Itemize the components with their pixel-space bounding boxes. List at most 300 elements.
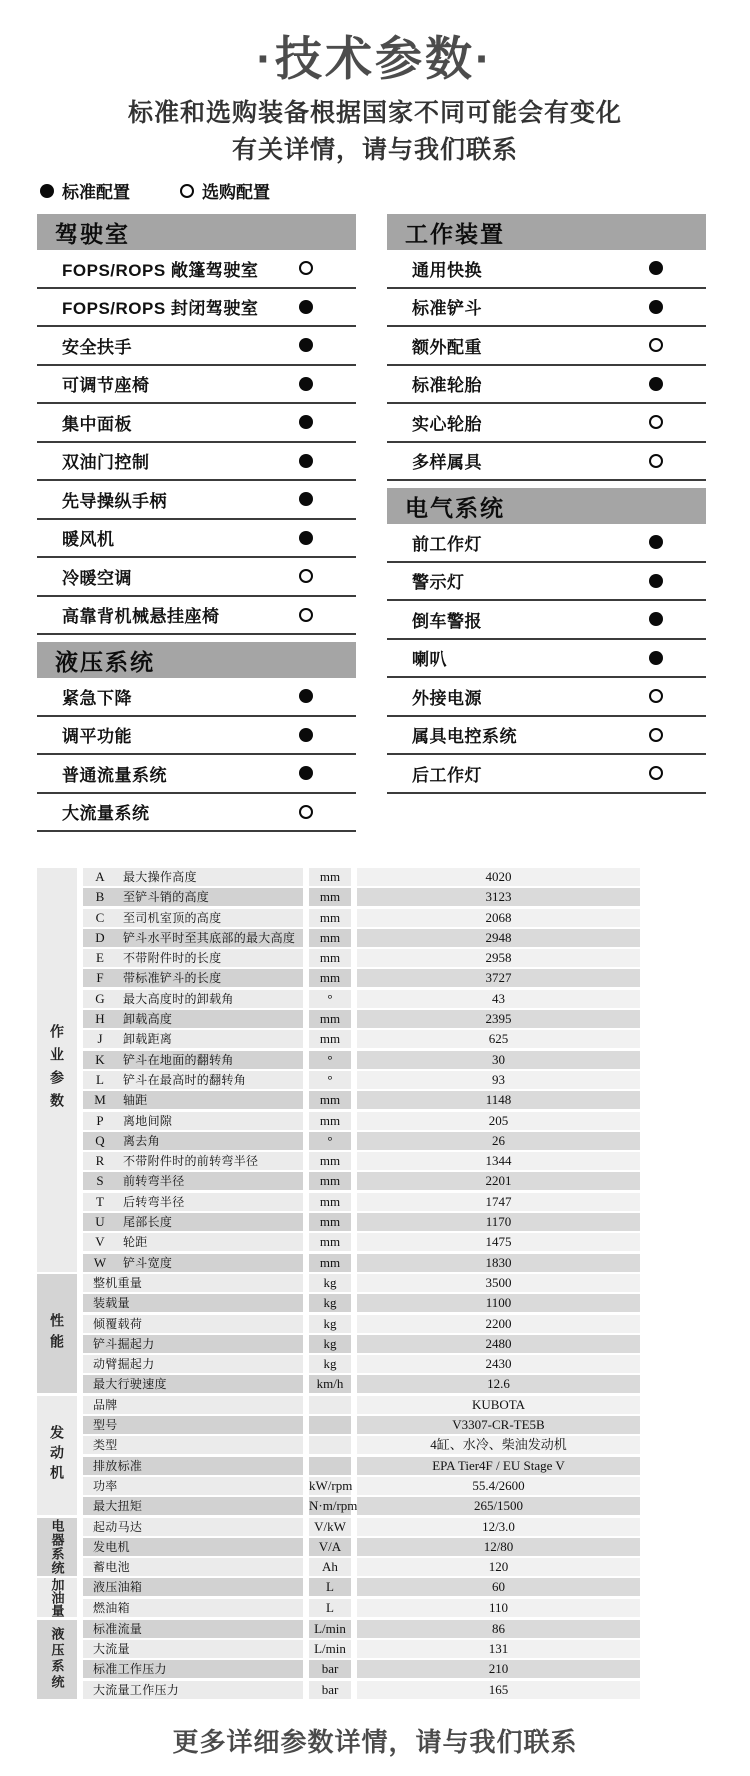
subtitle-line2: 有关详情，请与我们联系 (231, 136, 518, 164)
spec-unit: mm (309, 949, 351, 967)
legend-optional (180, 178, 270, 203)
spec-dimension-letter: W (93, 1254, 107, 1270)
spec-row-main (83, 1436, 303, 1454)
config-item-label: 双油门控制 (62, 453, 150, 473)
config-item (387, 563, 706, 602)
config-item (37, 678, 356, 717)
spec-parameter-name: 发电机 (93, 1539, 130, 1554)
spec-row-main (83, 1640, 303, 1658)
spec-parameter-name: 轴距 (123, 1093, 148, 1108)
page-title: ·技术参数· (256, 32, 494, 85)
spec-unit: L (309, 1599, 351, 1617)
spec-unit (309, 1416, 351, 1434)
optional-bullet-icon (649, 338, 663, 352)
config-column-right (387, 214, 706, 801)
spec-parameter-name: 倾覆载荷 (93, 1316, 143, 1331)
spec-section (37, 1518, 640, 1577)
spec-row-main (83, 1620, 303, 1638)
spec-value: 265/1500 (357, 1497, 640, 1515)
spec-row-main (83, 1152, 303, 1170)
spec-unit (309, 1396, 351, 1414)
config-item-label: 冷暖空调 (62, 568, 132, 588)
config-item (387, 640, 706, 679)
standard-bullet-icon (649, 612, 663, 626)
config-item (37, 794, 356, 833)
config-item-label: 前工作灯 (412, 534, 482, 554)
spec-unit: ° (309, 990, 351, 1008)
spec-row (83, 1152, 640, 1170)
config-section-title: 驾驶室 (37, 214, 356, 250)
spec-unit: mm (309, 868, 351, 886)
spec-section (37, 868, 640, 1272)
config-item (387, 250, 706, 289)
config-item (387, 755, 706, 794)
spec-row-main (83, 1254, 303, 1272)
spec-parameter-name: 至铲斗销的高度 (123, 890, 210, 905)
spec-unit: mm (309, 929, 351, 947)
spec-value: 165 (357, 1681, 640, 1699)
spec-value: 1170 (357, 1213, 640, 1231)
spec-row (83, 1396, 640, 1414)
spec-row-main (83, 1233, 303, 1251)
spec-value: 2430 (357, 1355, 640, 1373)
standard-bullet-icon (299, 689, 313, 703)
spec-dimension-letter: K (95, 1051, 105, 1067)
config-item-label: 标准轮胎 (412, 376, 482, 396)
spec-row (83, 1132, 640, 1150)
spec-row (83, 868, 640, 886)
spec-dimension-letter: J (97, 1031, 103, 1047)
spec-row (83, 1213, 640, 1231)
spec-unit: kg (309, 1335, 351, 1353)
spec-rows (83, 1620, 640, 1699)
config-section-title: 液压系统 (37, 642, 356, 678)
config-item (37, 558, 356, 597)
spec-unit: ° (309, 1071, 351, 1089)
spec-parameter-name: 铲斗在最高时的翻转角 (123, 1072, 247, 1087)
config-item (37, 481, 356, 520)
optional-bullet-icon (299, 608, 313, 622)
spec-parameter-name: 铲斗在地面的翻转角 (123, 1052, 234, 1067)
spec-unit: kg (309, 1274, 351, 1292)
spec-value: 1344 (357, 1152, 640, 1170)
spec-unit: bar (309, 1660, 351, 1678)
spec-row (83, 1193, 640, 1211)
spec-dimension-letter: L (96, 1071, 104, 1087)
spec-row-main (83, 1578, 303, 1596)
spec-parameter-name: 铲斗水平时至其底部的最大高度 (123, 930, 296, 945)
standard-bullet-icon (299, 728, 313, 742)
spec-row (83, 1578, 640, 1596)
config-section-title: 电气系统 (387, 488, 706, 524)
spec-value: 2200 (357, 1315, 640, 1333)
config-item-label: 后工作灯 (412, 765, 482, 785)
spec-value: 93 (357, 1071, 640, 1089)
spec-row (83, 1497, 640, 1515)
config-item-label: 属具电控系统 (412, 727, 517, 747)
legend-standard (40, 178, 130, 203)
spec-unit: mm (309, 1030, 351, 1048)
spec-parameter-name: 装载量 (93, 1296, 130, 1311)
spec-row-main (83, 1355, 303, 1373)
spec-row (83, 888, 640, 906)
spec-row-main (83, 1051, 303, 1069)
spec-unit: mm (309, 1112, 351, 1130)
spec-parameter-name: 最大高度时的卸载角 (123, 991, 234, 1006)
spec-row (83, 929, 640, 947)
spec-parameter-name: 卸载距离 (123, 1032, 173, 1047)
spec-dimension-letter: G (95, 990, 105, 1006)
spec-row-main (83, 888, 303, 906)
config-rows (387, 524, 706, 794)
spec-row-main (83, 1132, 303, 1150)
spec-row (83, 1538, 640, 1556)
spec-row (83, 1599, 640, 1617)
spec-parameter-name: 不带附件时的长度 (123, 951, 222, 966)
spec-row-main (83, 1071, 303, 1089)
optional-bullet-icon (649, 766, 663, 780)
spec-unit: mm (309, 1233, 351, 1251)
spec-section (37, 1578, 640, 1617)
spec-value: 12.6 (357, 1375, 640, 1393)
spec-unit: mm (309, 1172, 351, 1190)
standard-bullet-icon (299, 300, 313, 314)
spec-unit: V/A (309, 1538, 351, 1556)
spec-row-main (83, 1660, 303, 1678)
spec-parameter-name: 后转弯半径 (123, 1194, 185, 1209)
standard-bullet-icon (649, 535, 663, 549)
spec-value: 4缸、水冷、柴油发动机 (357, 1436, 640, 1454)
config-item (387, 404, 706, 443)
spec-row (83, 1558, 640, 1576)
spec-row-main (83, 909, 303, 927)
config-section (387, 214, 706, 481)
spec-value: V3307-CR-TE5B (357, 1416, 640, 1434)
spec-row-main (83, 969, 303, 987)
spec-value: 12/80 (357, 1538, 640, 1556)
spec-parameter-name: 至司机室顶的高度 (123, 910, 222, 925)
spec-parameter-name: 前转弯半径 (123, 1174, 185, 1189)
spec-value: 1830 (357, 1254, 640, 1272)
config-item-label: 警示灯 (412, 573, 465, 593)
spec-parameter-name: 类型 (93, 1438, 118, 1453)
spec-parameter-name: 大流量 (93, 1641, 130, 1656)
config-section (37, 642, 356, 832)
config-item (37, 520, 356, 559)
spec-dimension-letter: D (95, 929, 105, 945)
spec-row-main (83, 1091, 303, 1109)
spec-unit: mm (309, 1254, 351, 1272)
spec-value: 60 (357, 1578, 640, 1596)
spec-value: 55.4/2600 (357, 1477, 640, 1495)
spec-parameter-name: 标准工作压力 (93, 1662, 167, 1677)
spec-unit: kg (309, 1315, 351, 1333)
config-item-label: 可调节座椅 (62, 376, 150, 396)
config-item-label: 先导操纵手柄 (62, 491, 167, 511)
spec-row-main (83, 1396, 303, 1414)
config-item (37, 366, 356, 405)
config-rows (387, 250, 706, 481)
spec-unit: L/min (309, 1640, 351, 1658)
spec-parameter-name: 大流量工作压力 (93, 1682, 180, 1697)
spec-dimension-letter: Q (95, 1132, 105, 1148)
spec-value: 1747 (357, 1193, 640, 1211)
config-rows (37, 250, 356, 635)
spec-unit: mm (309, 1213, 351, 1231)
spec-row-main (83, 1193, 303, 1211)
spec-value: 625 (357, 1030, 640, 1048)
spec-dimension-letter: A (95, 869, 105, 884)
spec-unit: ° (309, 1132, 351, 1150)
spec-row (83, 1315, 640, 1333)
standard-bullet-icon (299, 766, 313, 780)
spec-unit (309, 1436, 351, 1454)
spec-row (83, 1254, 640, 1272)
optional-bullet-icon (299, 569, 313, 583)
spec-parameter-name: 液压油箱 (93, 1580, 143, 1595)
spec-row (83, 1640, 640, 1658)
spec-row (83, 1010, 640, 1028)
spec-value: 30 (357, 1051, 640, 1069)
spec-dimension-letter: E (96, 950, 104, 966)
spec-row (83, 990, 640, 1008)
spec-dimension-letter: M (94, 1092, 106, 1108)
optional-bullet-icon (299, 261, 313, 275)
spec-unit: mm (309, 1193, 351, 1211)
optional-bullet-icon (299, 805, 313, 819)
spec-table (37, 868, 640, 1701)
config-item (37, 250, 356, 289)
spec-row-main (83, 1457, 303, 1475)
spec-value: 1475 (357, 1233, 640, 1251)
spec-dimension-letter: V (95, 1234, 105, 1250)
spec-rows (83, 1274, 640, 1393)
spec-value: 3123 (357, 888, 640, 906)
config-item-label: 额外配重 (412, 337, 482, 357)
spec-row-main (83, 1315, 303, 1333)
spec-parameter-name: 铲斗掘起力 (93, 1336, 155, 1351)
optional-bullet-icon (649, 728, 663, 742)
spec-row-main (83, 1681, 303, 1699)
spec-unit: mm (309, 969, 351, 987)
spec-value: KUBOTA (357, 1396, 640, 1414)
spec-rows (83, 868, 640, 1272)
spec-value: 4020 (357, 868, 640, 886)
spec-unit: mm (309, 888, 351, 906)
spec-row-main (83, 1477, 303, 1495)
spec-unit: kg (309, 1294, 351, 1312)
spec-value: 2958 (357, 949, 640, 967)
config-item-label: 集中面板 (62, 414, 132, 434)
spec-row-main (83, 990, 303, 1008)
spec-row-main (83, 1335, 303, 1353)
spec-row (83, 1051, 640, 1069)
config-item-label: 紧急下降 (62, 688, 132, 708)
spec-rows (83, 1518, 640, 1577)
spec-row (83, 1091, 640, 1109)
spec-group-label: 加油量 (37, 1578, 77, 1617)
spec-row-main (83, 1518, 303, 1536)
config-item-label: 普通流量系统 (62, 765, 167, 785)
spec-value: 120 (357, 1558, 640, 1576)
config-item (387, 717, 706, 756)
spec-unit: mm (309, 1010, 351, 1028)
config-item-label: 暖风机 (62, 530, 115, 550)
spec-dimension-letter: T (96, 1193, 104, 1209)
spec-value: 2201 (357, 1172, 640, 1190)
spec-parameter-name: 整机重量 (93, 1275, 143, 1290)
spec-dimension-letter: U (95, 1214, 105, 1230)
spec-parameter-name: 最大操作高度 (123, 870, 197, 884)
standard-bullet-icon (649, 261, 663, 275)
spec-value: EPA Tier4F / EU Stage V (357, 1457, 640, 1475)
spec-parameter-name: 离去角 (123, 1133, 160, 1148)
standard-bullet-icon (299, 454, 313, 468)
config-item (37, 404, 356, 443)
standard-bullet-icon (649, 574, 663, 588)
spec-unit: L/min (309, 1620, 351, 1638)
config-item (387, 601, 706, 640)
spec-group-label: 作业参数 (37, 868, 77, 1272)
optional-bullet-icon (180, 184, 194, 198)
config-item-label: 多样属具 (412, 453, 482, 473)
config-section (37, 214, 356, 635)
config-item (387, 327, 706, 366)
spec-parameter-name: 不带附件时的前转弯半径 (123, 1154, 259, 1169)
config-item-label: 实心轮胎 (412, 414, 482, 434)
spec-value: 3727 (357, 969, 640, 987)
config-item-label: 标准铲斗 (412, 299, 482, 319)
spec-group-label: 性能 (37, 1274, 77, 1393)
spec-parameter-name: 铲斗宽度 (123, 1255, 173, 1270)
spec-section (37, 1274, 640, 1393)
spec-row-main (83, 949, 303, 967)
spec-row (83, 1172, 640, 1190)
spec-value: 210 (357, 1660, 640, 1678)
spec-group-label: 液压系统 (37, 1620, 77, 1699)
spec-row (83, 1030, 640, 1048)
subtitle-line1: 标准和选购装备根据国家不同可能会有变化 (127, 99, 622, 127)
spec-section (37, 1396, 640, 1515)
config-item-label: 通用快换 (412, 260, 482, 280)
spec-row (83, 1660, 640, 1678)
spec-row-main (83, 1294, 303, 1312)
config-item-label: 安全扶手 (62, 337, 132, 357)
spec-section (37, 1620, 640, 1699)
config-item (387, 289, 706, 328)
spec-value: 110 (357, 1599, 640, 1617)
spec-row-main (83, 1172, 303, 1190)
spec-value: 26 (357, 1132, 640, 1150)
spec-dimension-letter: R (95, 1153, 105, 1169)
spec-group-label: 电器系统 (37, 1518, 77, 1577)
spec-parameter-name: 带标准铲斗的长度 (123, 971, 222, 986)
spec-row (83, 1620, 640, 1638)
spec-row (83, 969, 640, 987)
spec-row (83, 1457, 640, 1475)
standard-bullet-icon (649, 651, 663, 665)
config-item (37, 289, 356, 328)
spec-unit: mm (309, 909, 351, 927)
legend-optional-label: 选购配置 (202, 183, 270, 202)
config-item (37, 597, 356, 636)
spec-row (83, 1518, 640, 1536)
spec-value: 43 (357, 990, 640, 1008)
spec-row (83, 1355, 640, 1373)
spec-dimension-letter: B (95, 889, 105, 905)
config-item (37, 755, 356, 794)
spec-dimension-letter: P (96, 1112, 104, 1128)
spec-row-main (83, 1375, 303, 1393)
config-item (37, 327, 356, 366)
spec-unit: ° (309, 1051, 351, 1069)
standard-bullet-icon (649, 300, 663, 314)
spec-value: 86 (357, 1620, 640, 1638)
spec-parameter-name: 动臂掘起力 (93, 1357, 155, 1372)
spec-parameter-name: 蓄电池 (93, 1560, 130, 1575)
spec-parameter-name: 功率 (93, 1478, 118, 1493)
spec-rows (83, 1578, 640, 1617)
spec-row-main (83, 1274, 303, 1292)
config-section (387, 488, 706, 794)
config-section-title: 工作装置 (387, 214, 706, 250)
spec-value: 3500 (357, 1274, 640, 1292)
config-item (387, 366, 706, 405)
standard-bullet-icon (299, 377, 313, 391)
spec-row-main (83, 1112, 303, 1130)
spec-row-main (83, 929, 303, 947)
config-item-label: FOPS/ROPS 封闭驾驶室 (62, 299, 259, 319)
spec-unit: kW/rpm (309, 1477, 353, 1493)
spec-group-label: 发动机 (37, 1396, 77, 1515)
spec-unit: V/kW (309, 1518, 351, 1536)
legend-standard-label: 标准配置 (62, 183, 130, 202)
optional-bullet-icon (649, 415, 663, 429)
spec-row (83, 1681, 640, 1699)
config-item-label: FOPS/ROPS 敞篷驾驶室 (62, 260, 259, 280)
spec-row (83, 949, 640, 967)
config-item-label: 高靠背机械悬挂座椅 (62, 607, 220, 627)
spec-value: 2395 (357, 1010, 640, 1028)
config-item-label: 大流量系统 (62, 804, 150, 824)
spec-parameter-name: 品牌 (93, 1397, 118, 1412)
spec-dimension-letter: H (95, 1011, 105, 1027)
spec-row-main (83, 1538, 303, 1556)
optional-bullet-icon (649, 454, 663, 468)
spec-row (83, 1274, 640, 1292)
optional-bullet-icon (649, 689, 663, 703)
config-item-label: 喇叭 (412, 650, 447, 670)
spec-dimension-letter: S (96, 1173, 104, 1189)
spec-row-main (83, 1497, 303, 1515)
spec-parameter-name: 最大行驶速度 (93, 1377, 167, 1392)
spec-parameter-name: 排放标准 (93, 1458, 143, 1473)
spec-value: 12/3.0 (357, 1518, 640, 1536)
spec-value: 131 (357, 1640, 640, 1658)
spec-row (83, 909, 640, 927)
spec-unit: mm (309, 1152, 351, 1170)
config-item (387, 443, 706, 482)
spec-row-main (83, 1010, 303, 1028)
standard-bullet-icon (299, 531, 313, 545)
spec-row (83, 1112, 640, 1130)
spec-parameter-name: 最大扭矩 (93, 1499, 143, 1514)
spec-row (83, 1375, 640, 1393)
config-item-label: 外接电源 (412, 688, 482, 708)
spec-row (83, 1071, 640, 1089)
config-item (387, 678, 706, 717)
standard-bullet-icon (649, 377, 663, 391)
